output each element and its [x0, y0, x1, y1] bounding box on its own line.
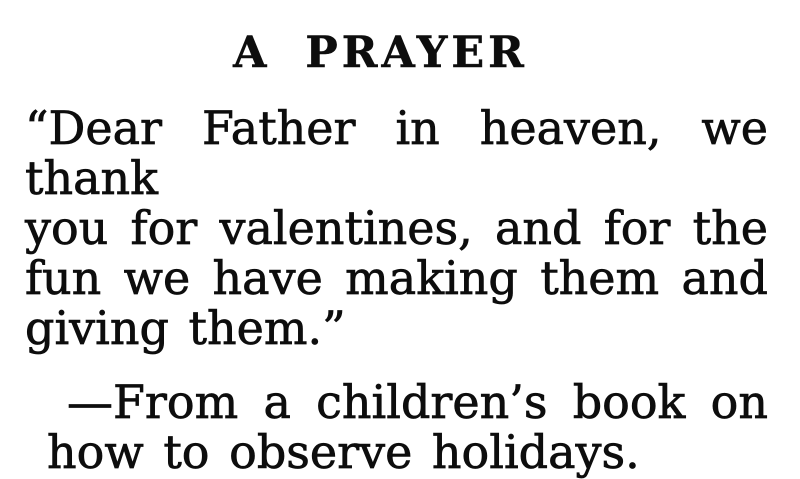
text-line: “Dear Father in heaven, we thank: [25, 101, 768, 205]
attribution-paragraph: [25, 377, 768, 477]
prayer-quote-paragraph: [25, 103, 768, 353]
text-line: giving them.”: [25, 301, 346, 355]
text-line: —From a children’s book on: [67, 375, 768, 429]
text-line: how to observe holidays.: [47, 425, 640, 479]
text-line: fun we have making them and: [25, 251, 768, 305]
text-line: you for valentines, and for the: [25, 201, 768, 255]
clipping-title: A PRAYER: [233, 28, 528, 78]
